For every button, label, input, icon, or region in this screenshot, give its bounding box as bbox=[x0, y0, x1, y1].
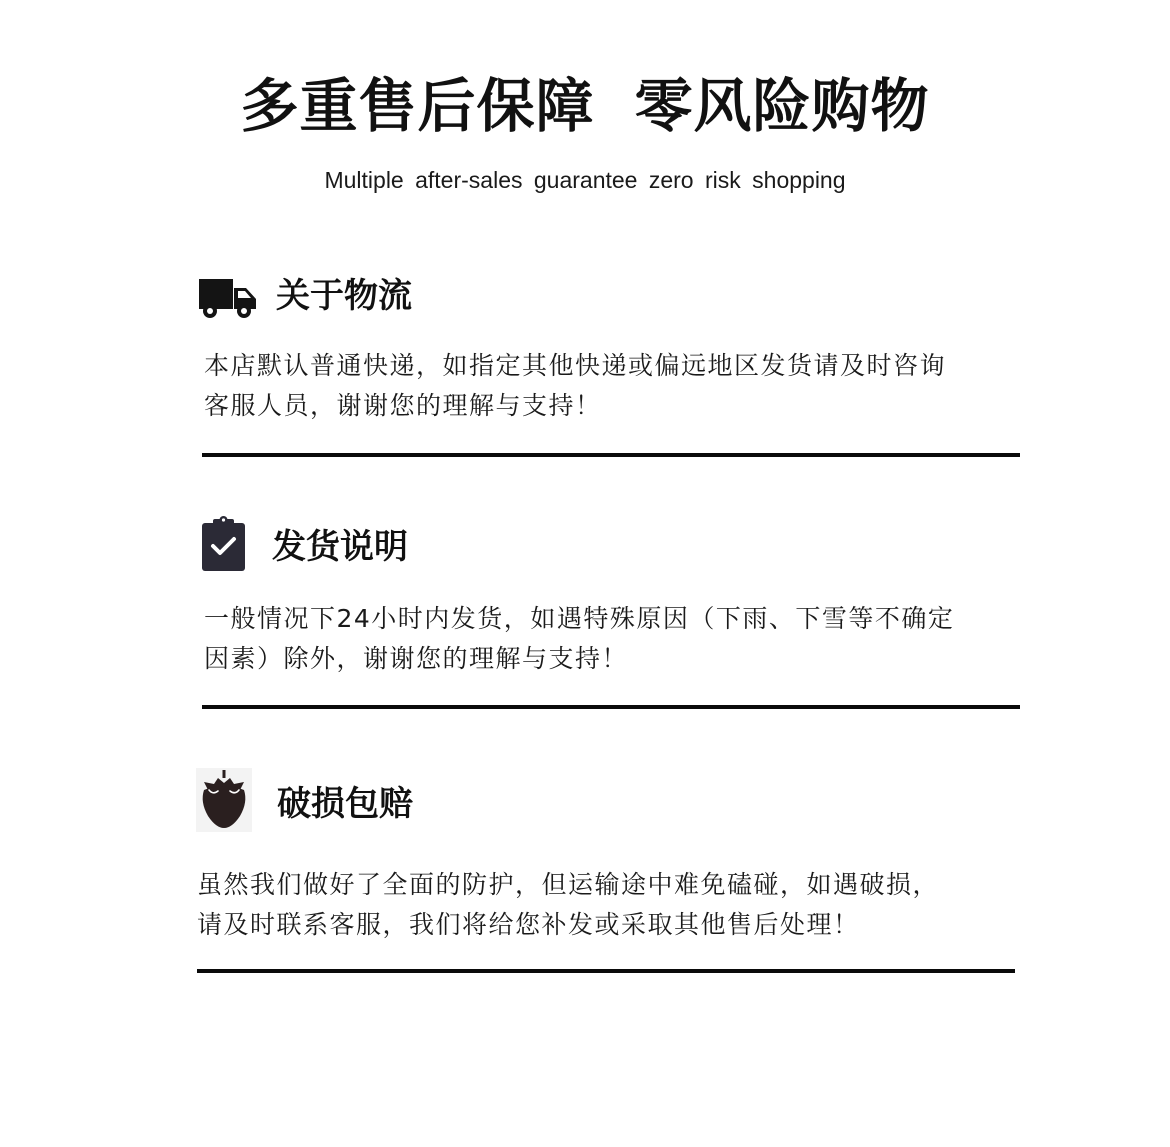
section-text bbox=[204, 346, 946, 426]
title-part-2: 零风险购物 bbox=[634, 72, 930, 140]
text-line: 因素）除外，谢谢您的理解与支持！ bbox=[204, 644, 629, 673]
section-title: 发货说明 bbox=[272, 527, 408, 567]
text-line: 本店默认普通快递，如指定其他快递或偏远地区发货请及时咨询 bbox=[204, 351, 947, 380]
section-divider bbox=[202, 453, 1020, 457]
text-line: 客服人员，谢谢您的理解与支持！ bbox=[204, 391, 602, 420]
page-subtitle: Multiple after-sales guarantee zero risk shopping bbox=[324, 167, 846, 193]
text-line: 虽然我们做好了全面的防护，但运输途中难免磕碰，如遇破损， bbox=[197, 870, 940, 899]
strawberry-icon bbox=[196, 768, 252, 836]
text-line: 一般情况下24小时内发货，如遇特殊原因（下雨、下雪等不确定 bbox=[204, 604, 955, 633]
section-text bbox=[204, 599, 954, 679]
section-title: 关于物流 bbox=[276, 276, 412, 316]
text-line: 请及时联系客服，我们将给您补发或采取其他售后处理！ bbox=[197, 910, 860, 939]
title-part-1: 多重售后保障 bbox=[240, 72, 595, 140]
page-title bbox=[0, 68, 1170, 144]
section-divider bbox=[202, 705, 1020, 709]
truck-icon bbox=[198, 277, 258, 325]
section-divider bbox=[197, 969, 1015, 973]
section-title: 破损包赔 bbox=[277, 784, 413, 824]
section-text bbox=[197, 865, 939, 945]
clipboard-check-icon bbox=[200, 515, 248, 577]
